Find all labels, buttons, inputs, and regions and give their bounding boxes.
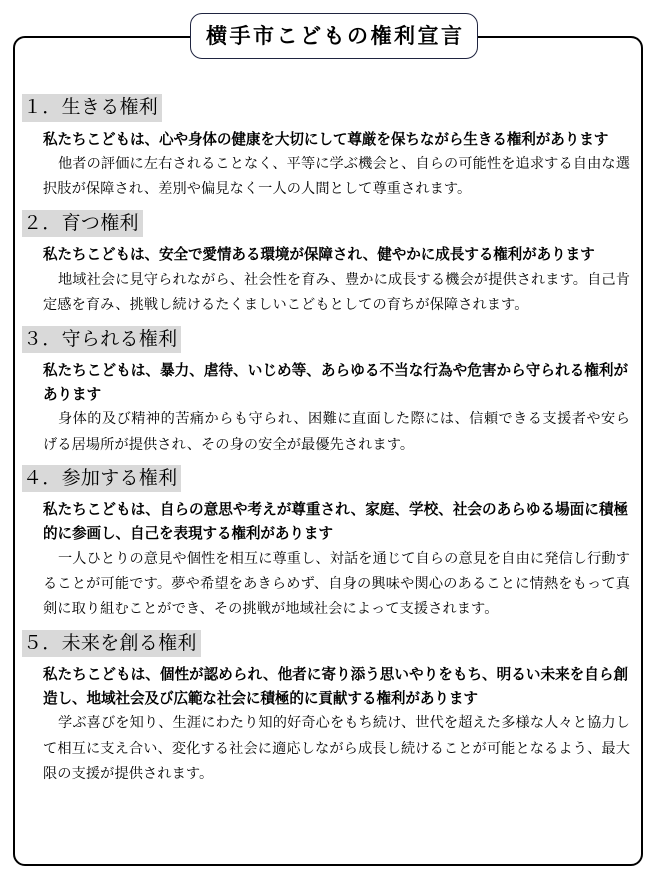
section-lead-2: 私たちこどもは、安全で愛情ある環境が保障され、健やかに成長する権利があります: [43, 246, 595, 264]
section-body-4: 一人ひとりの意見や個性を相互に尊重し、対話を通じて自らの意見を自由に発信し行動することが可能です。夢や希望をあきらめず、自身の興味や関心のあることに情熱をもって真剣に取り組むことができ、その挑戦が地域社会によって支援されます。: [43, 550, 630, 618]
section-body-3: 身体的及び精神的苦痛からも守られ、困難に直面した際には、信頼できる支援者や安らげる居場所が提供され、その身の安全が最優先されます。: [43, 411, 630, 453]
section-right-to-live: [22, 94, 632, 203]
page-title: 横手市こどもの権利宣言: [206, 23, 465, 48]
section-heading-2: ２．育つ権利: [22, 210, 143, 238]
section-right-to-be-protected: [22, 326, 632, 458]
section-lead-4: 私たちこどもは、自らの意思や考えが尊重され、家庭、学校、社会のあらゆる場面に積極的に参画し、自己を表現する権利があります: [43, 501, 628, 543]
section-right-to-participate: [22, 465, 632, 623]
section-heading-5: ５．未来を創る権利: [22, 630, 201, 658]
section-body-2: 地域社会に見守られながら、社会性を育み、豊かに成長する機会が提供されます。自己肯定感を育み、挑戦し続けるたくましいこどもとしての育ちが保障されます。: [43, 271, 630, 314]
section-lead-3: 私たちこどもは、暴力、虐待、いじめ等、あらゆる不当な行為や危害から守られる権利があります: [43, 362, 628, 403]
section-heading-3: ３．守られる権利: [22, 326, 181, 354]
section-lead-1: 私たちこどもは、心や身体の健康を大切にして尊厳を保ちながら生きる権利があります: [43, 130, 609, 148]
section-heading-1: １．生きる権利: [22, 94, 162, 122]
section-right-to-create-future: [22, 630, 632, 788]
section-heading-4: ４．参加する権利: [22, 465, 181, 493]
section-body-5: 学ぶ喜びを知り、生涯にわたり知的好奇心をもち続け、世代を超えた多様な人々と協力して相互に支え合い、変化する社会に適応しながら成長し続けることが可能となるよう、最大限の支援が提供されます。: [43, 715, 630, 782]
document-title-plate: [190, 13, 478, 59]
section-lead-5: 私たちこどもは、個性が認められ、他者に寄り添う思いやりをもち、明るい未来を自ら創造し、地域社会及び広範な社会に積極的に貢献する権利があります: [43, 666, 628, 707]
section-right-to-grow: [22, 210, 632, 319]
declaration-content: [13, 36, 643, 866]
section-body-1: 他者の評価に左右されることなく、平等に学ぶ機会と、自らの可能性を追求する自由な選択肢が保障され、差別や偏見なく一人の人間として尊重されます。: [43, 156, 630, 198]
